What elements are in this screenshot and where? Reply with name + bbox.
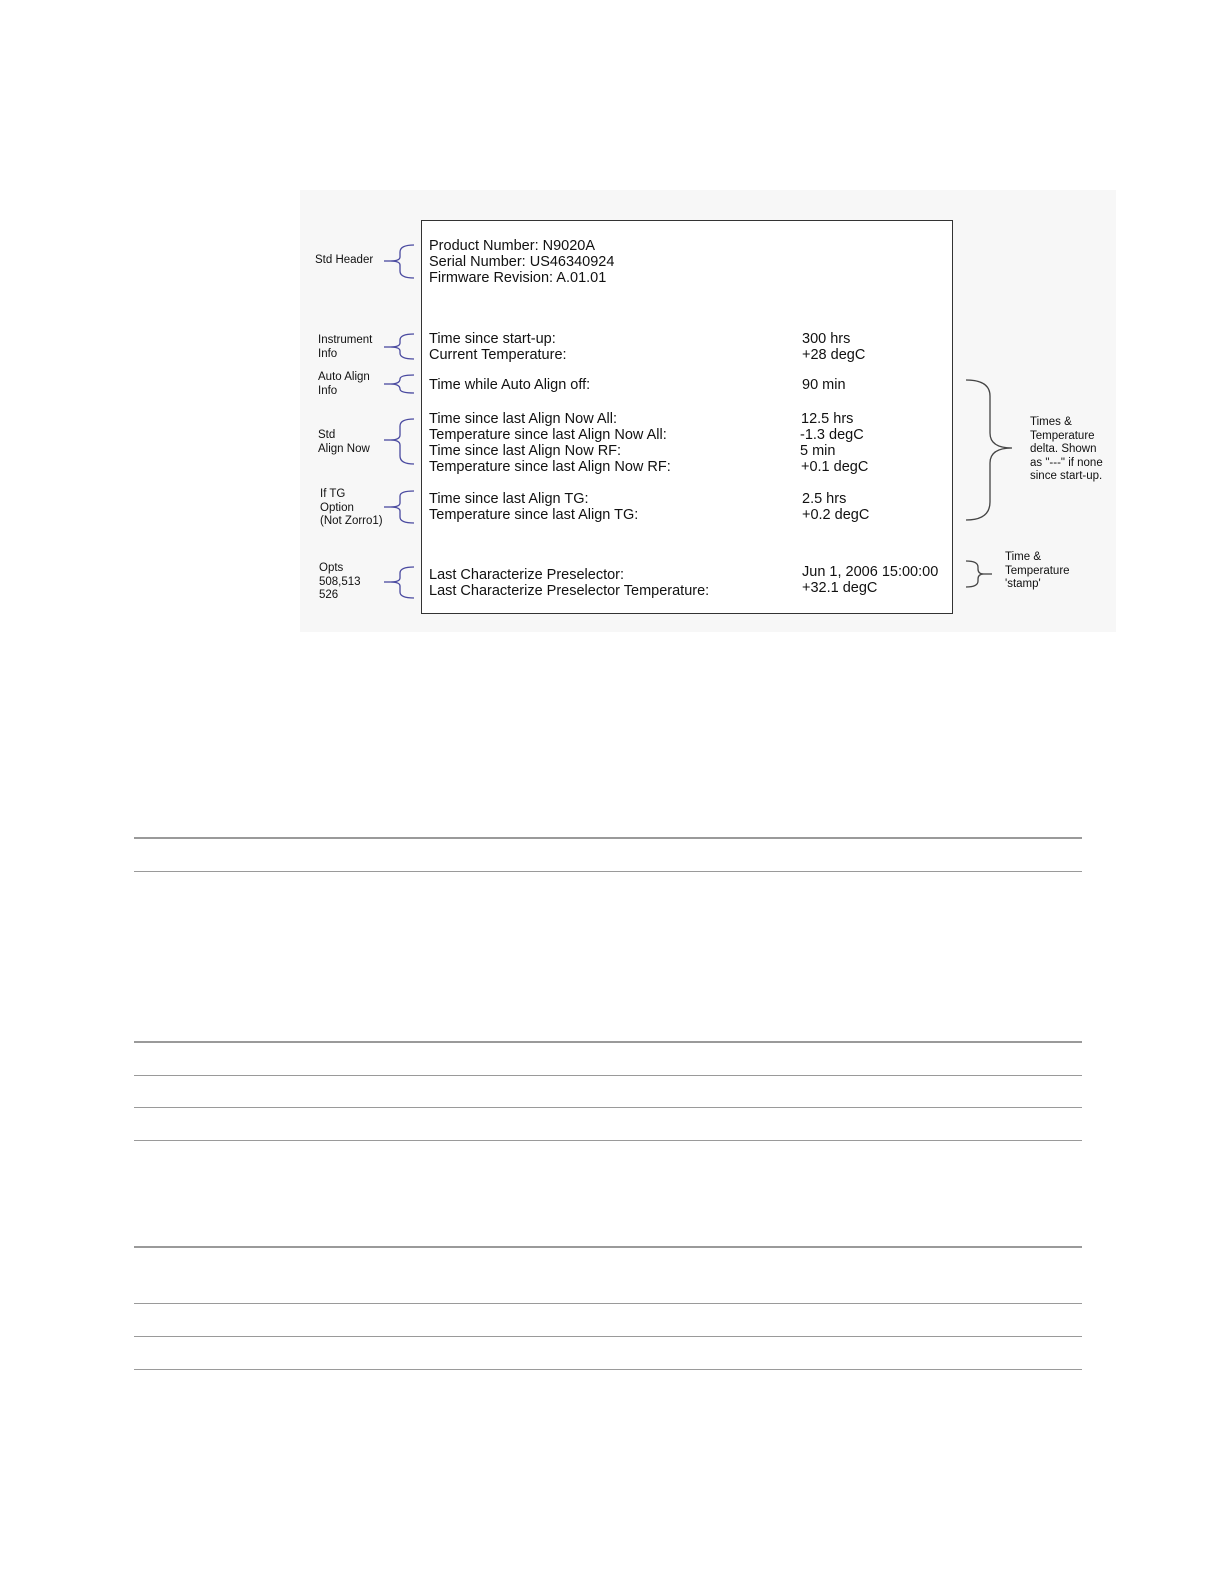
table-row-rule: [134, 1369, 1082, 1370]
row-label: Time while Auto Align off:: [429, 377, 591, 393]
table-top-rule: [134, 1246, 1082, 1248]
table-top-rule: [134, 837, 1082, 839]
table-row-rule: [134, 1303, 1082, 1304]
annotation-auto-align-info: Auto Align Info: [318, 371, 370, 397]
alignment-screen: [421, 220, 953, 614]
brace-tg-option: [390, 491, 414, 523]
row-label: Time since last Align Now All:: [429, 411, 618, 427]
row-label: Temperature since last Align TG:: [429, 507, 639, 523]
annotation-stamp: Time & Temperature 'stamp': [1005, 551, 1070, 590]
firmware-revision: Firmware Revision: A.01.01: [429, 270, 607, 286]
annotation-instrument-info: Instrument Info: [318, 334, 373, 360]
brace-stamp: [966, 561, 984, 587]
table-row-rule: [134, 1336, 1082, 1337]
table-row-rule: [134, 1075, 1082, 1076]
row-value: 12.5 hrs: [801, 411, 854, 427]
row-label: Time since last Align TG:: [429, 491, 589, 507]
brace-std-header: [390, 245, 414, 278]
row-label: Time since last Align Now RF:: [429, 443, 622, 459]
brace-instrument-info: [390, 334, 414, 359]
annotation-std-header: Std Header: [315, 254, 374, 266]
row-label: Last Characterize Preselector Temperature:: [429, 583, 710, 599]
annotation-times-temperature: Times & Temperature delta. Shown as "---" if none since start-up.: [1030, 416, 1103, 482]
row-label: Time since start-up:: [429, 331, 556, 347]
table-top-rule: [134, 1041, 1082, 1043]
row-label: Current Temperature:: [429, 347, 567, 363]
row-value: 2.5 hrs: [802, 491, 847, 507]
row-label: Temperature since last Align Now RF:: [429, 459, 671, 475]
row-value: +0.1 degC: [801, 459, 869, 475]
alignment-info-figure: [300, 190, 1116, 632]
row-value: 5 min: [800, 443, 836, 459]
annotation-opts: Opts 508,513 526: [319, 562, 361, 601]
table-row-rule: [134, 871, 1082, 872]
row-value: +28 degC: [802, 347, 866, 363]
row-value: Jun 1, 2006 15:00:00: [802, 564, 939, 580]
row-label: Last Characterize Preselector:: [429, 567, 625, 583]
brace-auto-align-info: [390, 375, 414, 393]
row-value: -1.3 degC: [800, 427, 864, 443]
row-value: 300 hrs: [802, 331, 851, 347]
table-row-rule: [134, 1107, 1082, 1108]
product-number: Product Number: N9020A: [429, 238, 596, 254]
table-row-rule: [134, 1140, 1082, 1141]
row-label: Temperature since last Align Now All:: [429, 427, 667, 443]
row-value: 90 min: [802, 377, 846, 393]
brace-std-align-now: [390, 419, 414, 464]
annotation-tg-option: If TG Option (Not Zorro1): [320, 488, 383, 527]
row-value: +32.1 degC: [802, 580, 878, 596]
serial-number: Serial Number: US46340924: [429, 254, 615, 270]
brace-times-temperature: [966, 380, 1012, 520]
annotation-std-align-now: Std Align Now: [318, 429, 370, 455]
row-value: +0.2 degC: [802, 507, 870, 523]
brace-opts: [390, 567, 414, 598]
